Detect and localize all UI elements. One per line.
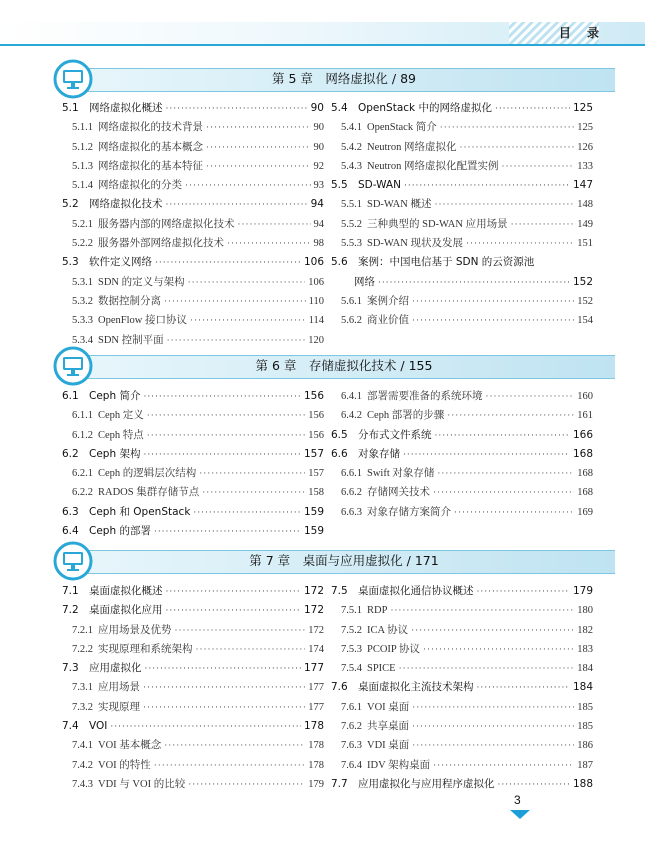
monitor-icon — [53, 346, 93, 386]
toc-entry[interactable]: 5.3.4 SDN 控制平面 ····· 120 — [62, 331, 324, 350]
toc-entry[interactable]: 7.3.1 应用场景 ····· 177 — [62, 678, 324, 697]
toc-entry[interactable]: 5.1.4 网络虚拟化的分类 ····· 93 — [62, 176, 324, 195]
toc-entry[interactable]: 7.6.2 共享桌面 ····· 185 — [331, 717, 593, 736]
toc-entry[interactable]: 7.5.1 RDP ····· 180 — [331, 601, 593, 620]
toc-entry[interactable]: 6.2 Ceph 架构 ····· 157 — [62, 445, 324, 464]
toc-entry[interactable]: 6.1.1 Ceph 定义 ····· 156 — [62, 406, 324, 425]
toc-entry[interactable]: 网络 ····· 152 — [331, 273, 593, 292]
chapter-heading[interactable] — [55, 351, 615, 381]
toc-entry[interactable]: 5.3.1 SDN 的定义与架构 ····· 106 — [62, 273, 324, 292]
toc-entry[interactable]: 7.6.3 VDI 桌面 ····· 186 — [331, 736, 593, 755]
toc-entry[interactable]: 7.3 应用虚拟化 ····· 177 — [62, 659, 324, 678]
toc-column-left — [62, 387, 324, 541]
toc-entry[interactable]: 7.1 桌面虚拟化概述 ····· 172 — [62, 582, 324, 601]
toc-entry[interactable]: 6.1.2 Ceph 特点 ····· 156 — [62, 426, 324, 445]
monitor-icon — [53, 541, 93, 581]
toc-entry[interactable]: 7.2 桌面虚拟化应用 ····· 172 — [62, 601, 324, 620]
toc-entry[interactable]: 5.4.3 Neutron 网络虚拟化配置实例 ····· 133 — [331, 157, 593, 176]
chapter-heading[interactable] — [55, 546, 615, 576]
header-bar — [0, 0, 645, 47]
toc-entry[interactable]: 7.6.4 IDV 架构桌面 ····· 187 — [331, 756, 593, 775]
toc-entry[interactable]: 7.5.3 PCOIP 协议 ····· 183 — [331, 640, 593, 659]
toc-entry[interactable]: 7.4.1 VOI 基本概念 ····· 178 — [62, 736, 324, 755]
toc-entry[interactable]: 7.6.1 VOI 桌面 ····· 185 — [331, 698, 593, 717]
toc-entry[interactable]: 5.2.2 服务器外部网络虚拟化技术 ····· 98 — [62, 234, 324, 253]
toc-entry[interactable]: 5.1 网络虚拟化概述 ····· 90 — [62, 99, 324, 118]
toc-entry[interactable]: 6.1 Ceph 简介 ····· 156 — [62, 387, 324, 406]
toc-entry[interactable]: 6.5 分布式文件系统 ····· 166 — [331, 426, 593, 445]
toc-column-right — [331, 387, 593, 522]
toc-entry[interactable]: 5.3.3 OpenFlow 接口协议 ····· 114 — [62, 311, 324, 330]
toc-entry[interactable]: 5.6.1 案例介绍 ····· 152 — [331, 292, 593, 311]
monitor-icon — [53, 59, 93, 99]
toc-entry[interactable]: 6.6.2 存储网关技术 ····· 168 — [331, 483, 593, 502]
toc-entry[interactable]: 6.4.1 部署需要准备的系统环境 ····· 160 — [331, 387, 593, 406]
toc-entry[interactable]: 6.6.3 对象存储方案简介 ····· 169 — [331, 503, 593, 522]
toc-entry[interactable]: 6.4 Ceph 的部署 ····· 159 — [62, 522, 324, 541]
toc-entry[interactable]: 5.2.1 服务器内部的网络虚拟化技术 ····· 94 — [62, 215, 324, 234]
toc-entry[interactable]: 7.5 桌面虚拟化通信协议概述 ····· 179 — [331, 582, 593, 601]
page-title: 目 录 — [558, 26, 605, 40]
toc-entry[interactable]: 6.4.2 Ceph 部署的步骤 ····· 161 — [331, 406, 593, 425]
toc-entry[interactable]: 5.2 网络虚拟化技术 ····· 94 — [62, 195, 324, 214]
toc-entry[interactable]: 5.5.1 SD-WAN 概述 ····· 148 — [331, 195, 593, 214]
toc-entry[interactable]: 7.6 桌面虚拟化主流技术架构 ····· 184 — [331, 678, 593, 697]
toc-entry[interactable]: 5.4 OpenStack 中的网络虚拟化 ····· 125 — [331, 99, 593, 118]
toc-entry[interactable]: 5.6.2 商业价值 ····· 154 — [331, 311, 593, 330]
toc-entry[interactable]: 5.1.2 网络虚拟化的基本概念 ····· 90 — [62, 138, 324, 157]
toc-entry[interactable]: 5.3.2 数据控制分离 ····· 110 — [62, 292, 324, 311]
toc-entry[interactable]: 7.7 应用虚拟化与应用程序虚拟化 ····· 188 — [331, 775, 593, 794]
toc-entry[interactable]: 5.5.3 SD-WAN 现状及发展 ····· 151 — [331, 234, 593, 253]
toc-column-right — [331, 99, 593, 331]
toc-entry[interactable]: 5.4.1 OpenStack 简介 ····· 125 — [331, 118, 593, 137]
chapter-title: 第 6 章 存储虚拟化技术 / 155 — [255, 358, 433, 373]
toc-entry[interactable]: 5.6 案例：中国电信基于 SDN 的云资源池 — [331, 256, 535, 269]
toc-entry[interactable]: 5.5 SD-WAN ····· 147 — [331, 176, 593, 195]
toc-entry[interactable]: 7.5.2 ICA 协议 ····· 182 — [331, 621, 593, 640]
toc-entry[interactable]: 7.4.2 VOI 的特性 ····· 178 — [62, 756, 324, 775]
toc-entry[interactable]: 5.1.3 网络虚拟化的基本特征 ····· 92 — [62, 157, 324, 176]
toc-column-left — [62, 99, 324, 350]
toc-entry[interactable]: 7.2.2 实现原理和系统架构 ····· 174 — [62, 640, 324, 659]
toc-entry[interactable]: 5.3 软件定义网络 ····· 106 — [62, 253, 324, 272]
toc-entry[interactable]: 7.2.1 应用场景及优势 ····· 172 — [62, 621, 324, 640]
toc-entry[interactable]: 6.2.1 Ceph 的逻辑层次结构 ····· 157 — [62, 464, 324, 483]
toc-entry[interactable]: 5.5.2 三种典型的 SD-WAN 应用场景 ····· 149 — [331, 215, 593, 234]
toc-entry[interactable]: 6.2.2 RADOS 集群存储节点 ····· 158 — [62, 483, 324, 502]
toc-entry[interactable]: 5.1.1 网络虚拟化的技术背景 ····· 90 — [62, 118, 324, 137]
toc-entry[interactable]: 6.6.1 Swift 对象存储 ····· 168 — [331, 464, 593, 483]
toc-entry[interactable]: 7.3.2 实现原理 ····· 177 — [62, 698, 324, 717]
chapter-title: 第 5 章 网络虚拟化 / 89 — [272, 71, 416, 86]
toc-entry[interactable]: 6.6 对象存储 ····· 168 — [331, 445, 593, 464]
page-number: 3 — [514, 793, 521, 807]
chapter-title: 第 7 章 桌面与应用虚拟化 / 171 — [249, 553, 439, 568]
header-rule — [0, 44, 645, 46]
toc-entry[interactable]: 5.4.2 Neutron 网络虚拟化 ····· 126 — [331, 138, 593, 157]
toc-entry[interactable]: 7.4.3 VDI 与 VOI 的比较 ····· 179 — [62, 775, 324, 794]
page-arrow-icon — [510, 810, 530, 819]
toc-entry[interactable]: 7.5.4 SPICE ····· 184 — [331, 659, 593, 678]
toc-column-right — [331, 582, 593, 794]
chapter-heading[interactable] — [55, 64, 615, 94]
toc-entry[interactable]: 7.4 VOI ····· 178 — [62, 717, 324, 736]
toc-entry[interactable]: 6.3 Ceph 和 OpenStack ····· 159 — [62, 503, 324, 522]
toc-column-left — [62, 582, 324, 794]
